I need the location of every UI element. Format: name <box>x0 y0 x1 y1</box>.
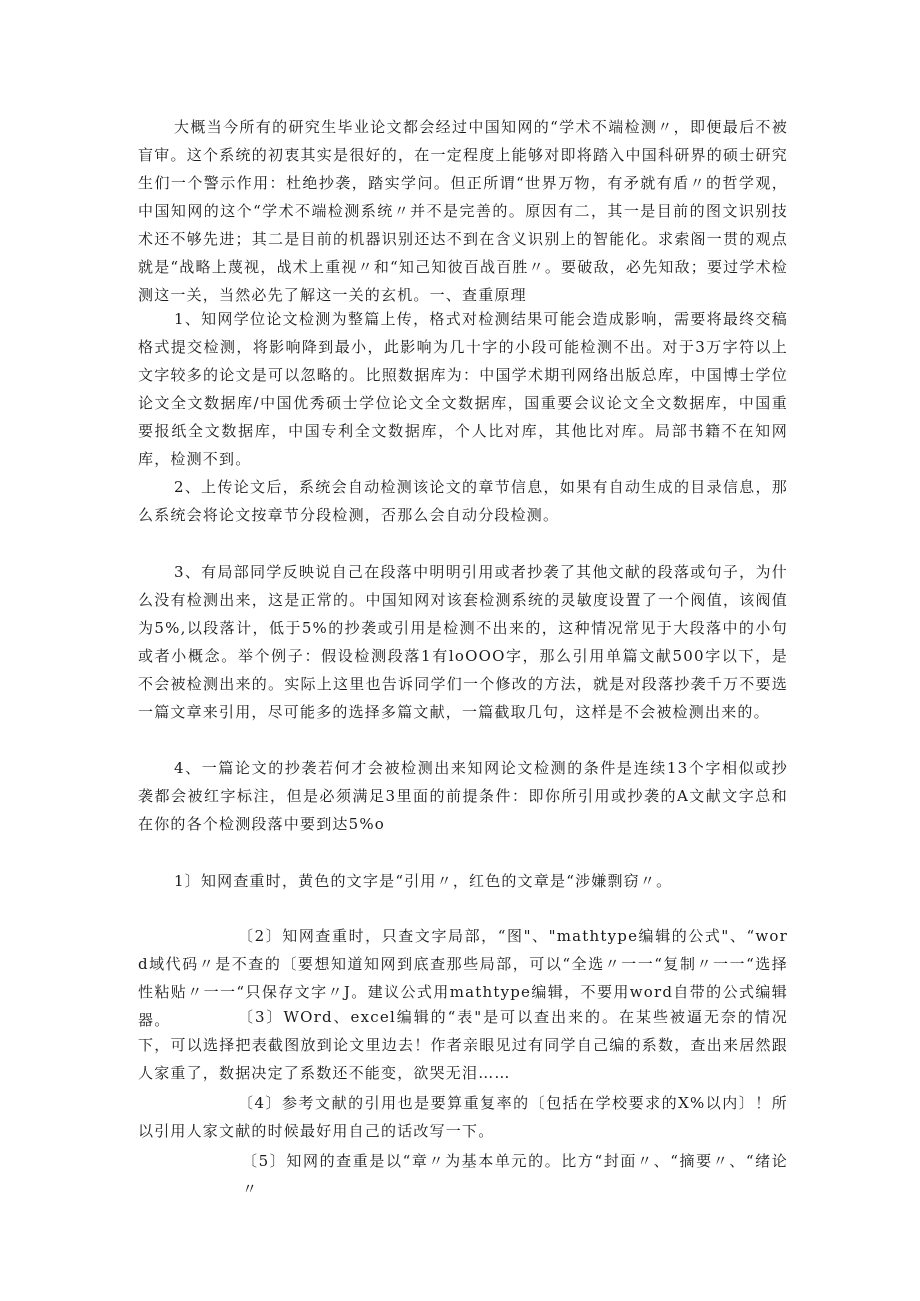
paragraph-point-1: 1、知网学位论文检测为整篇上传，格式对检测结果可能会造成影响，需要将最终交稿格式提交检测，将影响降到最小，此影响为几十字的小段可能检测不出。对于3万字符以上文字较多的论文是可以忽略的。比照数据库为：中国学术期刊网络出版总库，中国博士学位论文全文数据库/中国优秀硕士学位论文全文数据库，国重要会议论文全文数据库，中国重要报纸全文数据库，中国专利全文数据库，个人比对库，其他比对库。局部书籍不在知网库，检测不到。 <box>138 310 788 468</box>
paragraph-point-4: 4、一篇论文的抄袭若何才会被检测出来知网论文检测的条件是连续13个字相似或抄袭都会被红字标注，但是必须满足3里面的前提条件：即你所引用或抄袭的A文献文字总和在你的各个检测段落中要到达5%o <box>138 759 788 833</box>
paragraph-sub-3: 〔3〕WOrd、excel编辑的“表"是可以查出来的。在某些被逼无奈的情况下，可以选择把表截图放到论文里边去！作者亲眼见过有同学自己编的系数，查出来居然跟人家重了，数据决定了系数还不能变，欲哭无泪…… <box>138 1008 788 1082</box>
paragraph-sub-4: 〔4〕参考文献的引用也是要算重复率的〔包括在学校要求的X%以内〕！所以引用人家文献的时候最好用自己的话改写一下。 <box>138 1094 788 1140</box>
paragraph-sub-1: 1〕知网查重时，黄色的文字是“引用〃，红色的文章是“涉嫌剽窃〃。 <box>174 872 673 890</box>
paragraph-sub-5: 〔5〕知网的查重是以“章〃为基本单元的。比方“封面〃、“摘要〃、“绪论〃 <box>242 1152 788 1198</box>
paragraph-point-3: 3、有局部同学反映说自己在段落中明明引用或者抄袭了其他文献的段落或句子，为什么没有检测出来，这是正常的。中国知网对该套检测系统的灵敏度设置了一个阀值，该阀值为5%,以段落计，低于5%的抄袭或引用是检测不出来的，这种情况常见于大段落中的小句或者小概念。举个例子：假设检测段落1有loOOO字，那么引用单篇文献500字以下，是不会被检测出来的。实际上这里也告诉同学们一个修改的方法，就是对段落抄袭千万不要选一篇文章来引用，尽可能多的选择多篇文献，一篇截取几句，这样是不会被检测出来的。 <box>138 563 788 721</box>
paragraph-intro: 大概当今所有的研究生毕业论文都会经过中国知网的“学术不端检测〃，即便最后不被盲审。这个系统的初衷其实是很好的，在一定程度上能够对即将踏入中国科研界的硕士研究生们一个警示作用：杜绝抄袭，踏实学问。但正所谓“世界万物，有矛就有盾〃的哲学观，中国知网的这个“学术不端检测系统〃并不是完善的。原因有二，其一是目前的图文识别技术还不够先进；其二是目前的机器识别还达不到在含义识别上的智能化。求索阁一贯的观点就是“战略上蔑视，战术上重视〃和“知己知彼百战百胜〃。要破敌，必先知敌；要过学术检测这一关，当然必先了解这一关的玄机。一、查重原理 <box>138 118 788 304</box>
paragraph-sub-2: 〔2〕知网查重时，只查文字局部，“图"、"mathtype编辑的公式"、“word域代码〃是不查的〔要想知道知网到底查那些局部，可以“全选〃一一“复制〃一一“选择性粘贴〃一一“只保存文字〃J。建议公式用mathtype编辑，不要用word自带的公式编辑器。 <box>138 927 788 1029</box>
paragraph-point-2: 2、上传论文后，系统会自动检测该论文的章节信息，如果有自动生成的目录信息，那么系统会将论文按章节分段检测，否那么会自动分段检测。 <box>138 478 788 524</box>
